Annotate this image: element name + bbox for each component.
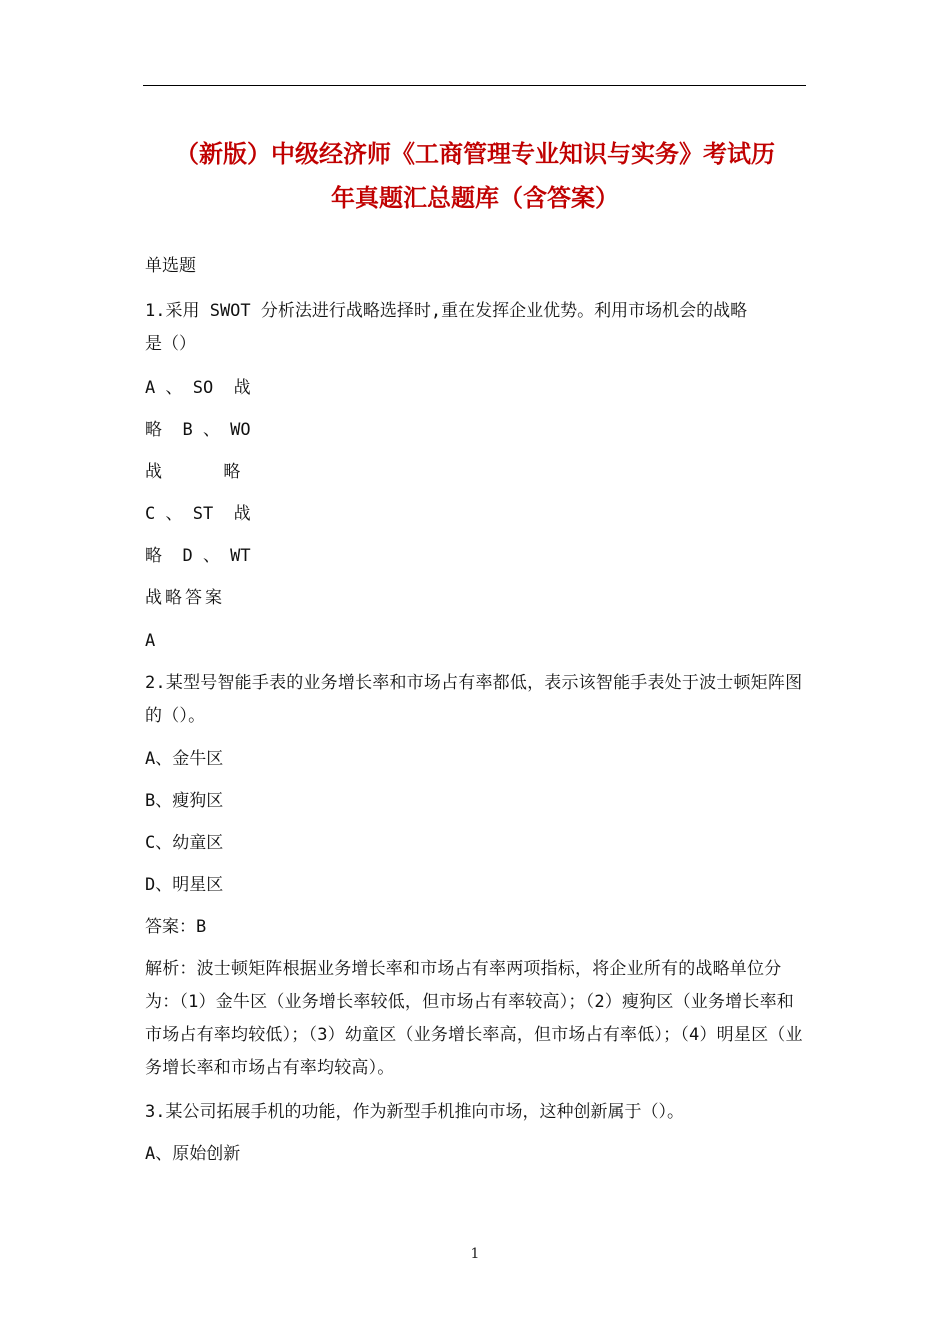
q1-answer: A	[145, 631, 156, 651]
q2-answer: 答案：B	[145, 917, 207, 937]
header-rule	[143, 85, 806, 86]
q3-stem: 3.某公司拓展手机的功能，作为新型手机推向市场，这种创新属于（）。	[145, 1102, 684, 1122]
page-number: 1	[470, 1246, 480, 1262]
title-line-2: 年真题汇总题库（含答案）	[331, 184, 619, 212]
q1-option-line-1: A 、 SO 战	[145, 378, 251, 398]
q1-option-line-6: 战略答案	[145, 588, 225, 608]
q1-stem-line-1: 1.采用 SWOT 分析法进行战略选择时,重在发挥企业优势。利用市场机会的战略	[145, 301, 748, 321]
q2-analysis: 解析：波士顿矩阵根据业务增长率和市场占有率两项指标，将企业所有的战略单位分为：（1）金牛区（业务增长率较低，但市场占有率较高）；（2）瘦狗区（业务增长率和市场占有率均较低）；（3）幼童区（业务增长率高，但市场占有率低）；（4）明星区（业务增长率和市场占有率均较高）。	[145, 959, 803, 1078]
q2-option-d: D、明星区	[145, 875, 224, 895]
q1-option-line-2: 略 B 、 WO	[145, 420, 251, 440]
q2-stem: 2.某型号智能手表的业务增长率和市场占有率都低，表示该智能手表处于波士顿矩阵图的（）。	[145, 673, 803, 726]
section-label: 单选题	[145, 256, 196, 276]
q1-option-line-4: C 、 ST 战	[145, 504, 251, 524]
q1-option-line-3: 战 略	[145, 462, 241, 482]
q3-option-a: A、原始创新	[145, 1144, 241, 1164]
q1-option-line-5: 略 D 、 WT	[145, 546, 251, 566]
q1-stem-line-2: 是（）	[145, 334, 196, 354]
document-title	[140, 132, 810, 220]
q2-option-b: B、瘦狗区	[145, 791, 224, 811]
q2-option-c: C、幼童区	[145, 833, 224, 853]
title-line-1: （新版）中级经济师《工商管理专业知识与实务》考试历	[175, 140, 775, 168]
q2-option-a: A、金牛区	[145, 749, 224, 769]
